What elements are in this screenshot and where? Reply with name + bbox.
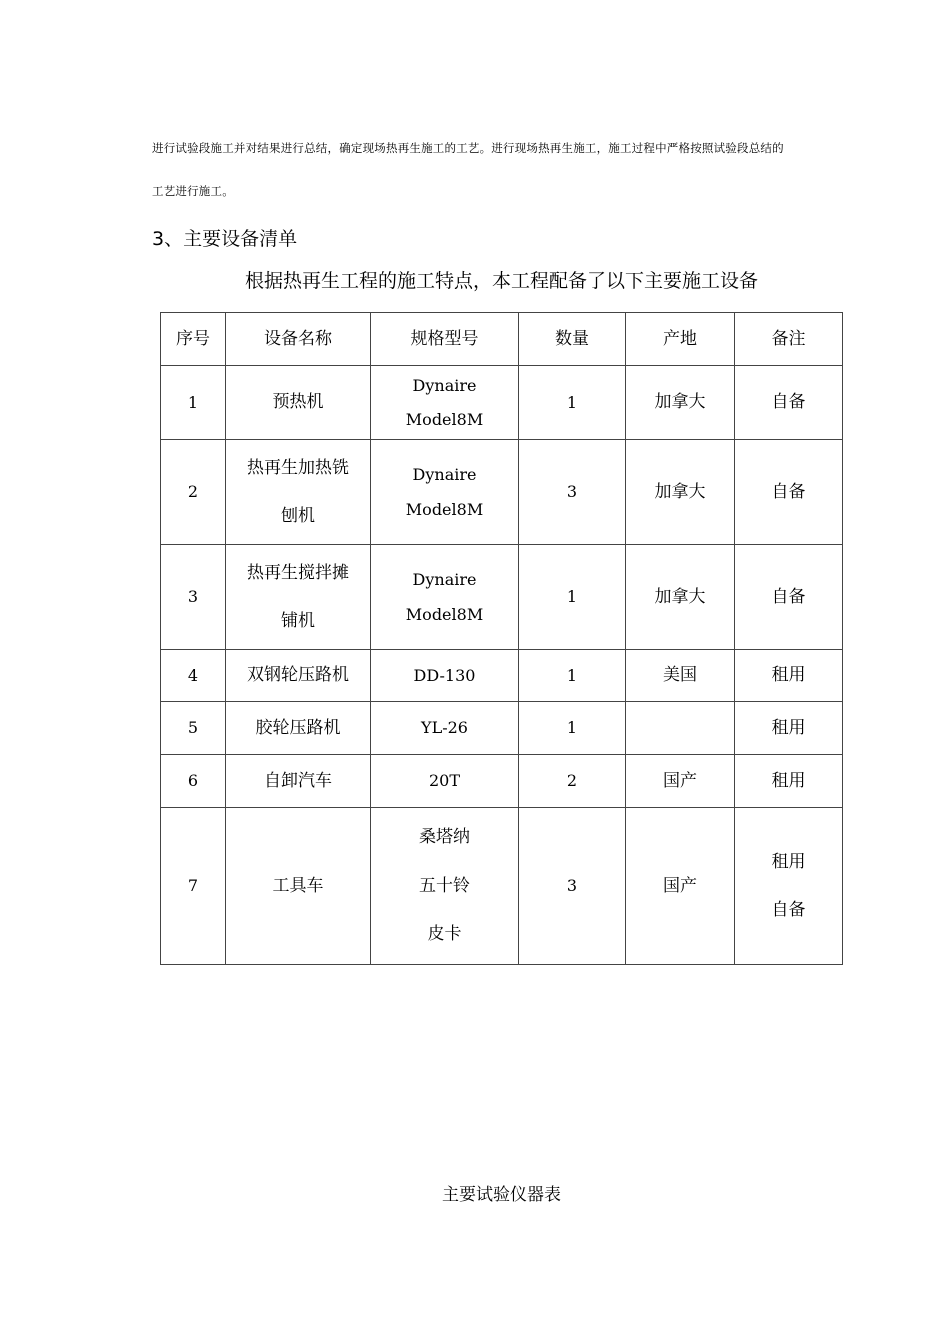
quantity-cell: 1: [519, 366, 626, 440]
quantity-cell: 3: [519, 440, 626, 545]
table-row: [161, 755, 843, 808]
model-spec-line: 桑塔纳: [419, 827, 470, 848]
model-spec-line: Dynaire: [412, 375, 477, 395]
paragraph-line-1: 进行试验段施工并对结果进行总结，确定现场热再生施工的工艺。进行现场热再生施工，施工过程中严格按照试验段总结的: [152, 141, 784, 155]
origin-cell: 国产: [626, 755, 735, 808]
model-spec-cell: [371, 440, 519, 545]
remark-cell: [735, 650, 843, 702]
quantity-cell: 1: [519, 545, 626, 650]
table-row: [161, 545, 843, 650]
column-header: 数量: [519, 313, 626, 366]
remark-line: 租用: [771, 665, 806, 686]
origin-cell: 美国: [626, 650, 735, 702]
model-spec-line: Model8M: [405, 604, 484, 624]
equipment-name-line: 热再生加热铣: [247, 457, 349, 478]
model-spec-cell: [371, 650, 519, 702]
table-row: [161, 808, 843, 965]
model-spec-line: Model8M: [405, 410, 484, 429]
column-header: 设备名称: [226, 313, 371, 366]
equipment-name-cell: [226, 808, 371, 965]
origin-cell: 加拿大: [626, 545, 735, 650]
remark-line: 自备: [771, 900, 806, 920]
table-row: [161, 440, 843, 545]
equipment-name-cell: [226, 702, 371, 755]
row-number-cell: 4: [161, 650, 226, 702]
table-row: [161, 650, 843, 702]
model-spec-cell: [371, 755, 519, 808]
remark-line: 租用: [771, 770, 806, 791]
model-spec-cell: [371, 702, 519, 755]
model-spec-line: Dynaire: [412, 465, 477, 485]
equipment-name-cell: [226, 650, 371, 702]
origin-cell: 国产: [626, 808, 735, 965]
equipment-name-line: 铺机: [281, 611, 315, 631]
equipment-name-cell: [226, 440, 371, 545]
model-spec-cell: [371, 545, 519, 650]
table-row: [161, 366, 843, 440]
table-row: [161, 702, 843, 755]
quantity-cell: 3: [519, 808, 626, 965]
model-spec-line: 皮卡: [427, 924, 462, 945]
remark-line: 租用: [771, 851, 806, 872]
row-number-cell: 2: [161, 440, 226, 545]
quantity-cell: 1: [519, 650, 626, 702]
row-number-cell: 1: [161, 366, 226, 440]
row-number-cell: 3: [161, 545, 226, 650]
remark-cell: [735, 366, 843, 440]
equipment-name-line: 预热机: [272, 392, 324, 413]
column-header: 备注: [735, 313, 843, 366]
equipment-name-cell: [226, 755, 371, 808]
model-spec-line: Model8M: [405, 499, 484, 519]
model-spec-line: Dynaire: [412, 570, 477, 590]
model-spec-line: 五十铃: [419, 875, 470, 896]
remark-cell: [735, 440, 843, 545]
model-spec-cell: [371, 808, 519, 965]
row-number-cell: 7: [161, 808, 226, 965]
row-number-cell: 5: [161, 702, 226, 755]
equipment-name-cell: [226, 545, 371, 650]
row-number-cell: 6: [161, 755, 226, 808]
remark-cell: [735, 545, 843, 650]
remark-cell: [735, 702, 843, 755]
origin-cell: [626, 702, 735, 755]
column-header: 产地: [626, 313, 735, 366]
model-spec-cell: [371, 366, 519, 440]
section-heading: 3、主要设备清单: [152, 228, 298, 250]
instrument-table-title: 主要试验仪器表: [442, 1185, 561, 1205]
equipment-name-line: 工具车: [272, 875, 324, 896]
remark-line: 自备: [771, 392, 806, 413]
origin-cell: 加拿大: [626, 366, 735, 440]
remark-line: 自备: [771, 481, 806, 502]
equipment-name-line: 热再生搅拌摊: [247, 562, 349, 583]
origin-cell: 加拿大: [626, 440, 735, 545]
quantity-cell: 2: [519, 755, 626, 808]
equipment-table: [160, 312, 843, 965]
equipment-name-line: 自卸汽车: [264, 770, 332, 791]
remark-cell: [735, 755, 843, 808]
equipment-name-line: 刨机: [281, 506, 315, 526]
model-spec-line: YL-26: [421, 718, 468, 738]
model-spec-line: DD-130: [413, 665, 476, 685]
equipment-name-cell: [226, 366, 371, 440]
model-spec-line: 20T: [428, 771, 461, 791]
remark-cell: [735, 808, 843, 965]
paragraph-line-2: 工艺进行施工。: [152, 184, 234, 198]
quantity-cell: 1: [519, 702, 626, 755]
column-header: 规格型号: [371, 313, 519, 366]
column-header: 序号: [161, 313, 226, 366]
equipment-name-line: 双钢轮压路机: [247, 665, 349, 686]
remark-line: 自备: [771, 586, 806, 607]
equipment-name-line: 胶轮压路机: [255, 717, 341, 738]
remark-line: 租用: [771, 717, 806, 738]
section-intro: 根据热再生工程的施工特点，本工程配备了以下主要施工设备: [244, 270, 758, 292]
table-header-row: [161, 313, 843, 366]
